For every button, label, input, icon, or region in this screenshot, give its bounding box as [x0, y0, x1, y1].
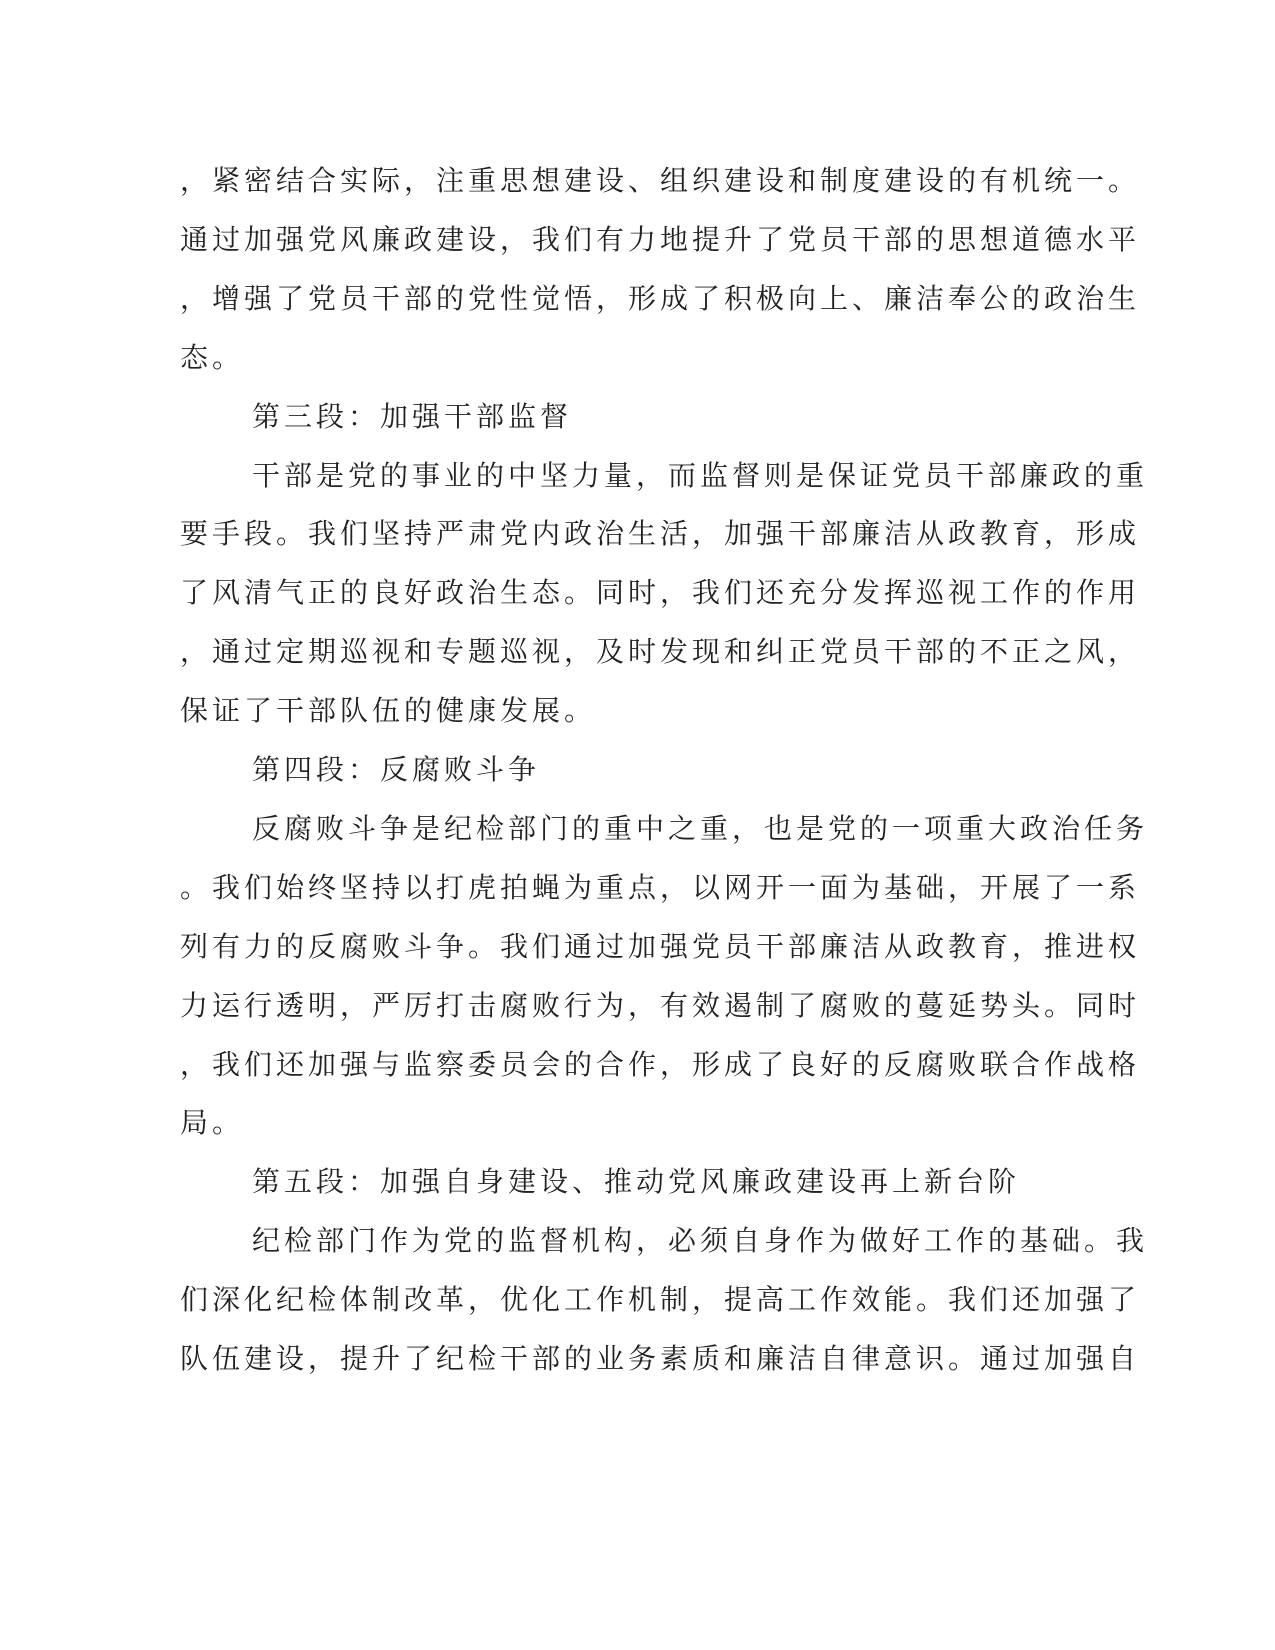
- section-heading: 第三段：加强干部监督: [252, 400, 573, 433]
- paragraph-line: 反腐败斗争是纪检部门的重中之重，也是党的一项重大政治任务: [252, 812, 1149, 845]
- paragraph-line: 态。: [180, 341, 245, 374]
- paragraph-line: 局。: [180, 1106, 245, 1139]
- paragraph-line: 列有力的反腐败斗争。我们通过加强党员干部廉洁从政教育，推进权: [180, 930, 1141, 963]
- paragraph-line: 。我们始终坚持以打虎拍蝇为重点，以网开一面为基础，开展了一系: [180, 871, 1141, 904]
- section-heading: 第四段：反腐败斗争: [252, 753, 541, 786]
- paragraph-line: 了风清气正的良好政治生态。同时，我们还充分发挥巡视工作的作用: [180, 576, 1141, 609]
- paragraph-line: ，增强了党员干部的党性觉悟，形成了积极向上、廉洁奉公的政治生: [180, 282, 1141, 315]
- paragraph-line: 力运行透明，严厉打击腐败行为，有效遏制了腐败的蔓延势头。同时: [180, 989, 1141, 1022]
- paragraph-line: 要手段。我们坚持严肃党内政治生活，加强干部廉洁从政教育，形成: [180, 517, 1141, 550]
- paragraph-line: 保证了干部队伍的健康发展。: [180, 694, 597, 727]
- paragraph-line: ，我们还加强与监察委员会的合作，形成了良好的反腐败联合作战格: [180, 1048, 1141, 1081]
- paragraph-line: ，紧密结合实际，注重思想建设、组织建设和制度建设的有机统一。: [180, 164, 1141, 197]
- paragraph-line: 干部是党的事业的中坚力量，而监督则是保证党员干部廉政的重: [252, 459, 1149, 492]
- paragraph-line: 纪检部门作为党的监督机构，必须自身作为做好工作的基础。我: [252, 1224, 1149, 1257]
- paragraph-line: 队伍建设，提升了纪检干部的业务素质和廉洁自律意识。通过加强自: [180, 1342, 1141, 1375]
- paragraph-line: ，通过定期巡视和专题巡视，及时发现和纠正党员干部的不正之风，: [180, 635, 1141, 668]
- paragraph-line: 通过加强党风廉政建设，我们有力地提升了党员干部的思想道德水平: [180, 223, 1141, 256]
- section-heading: 第五段：加强自身建设、推动党风廉政建设再上新台阶: [252, 1165, 1021, 1198]
- paragraph-line: 们深化纪检体制改革，优化工作机制，提高工作效能。我们还加强了: [180, 1283, 1141, 1316]
